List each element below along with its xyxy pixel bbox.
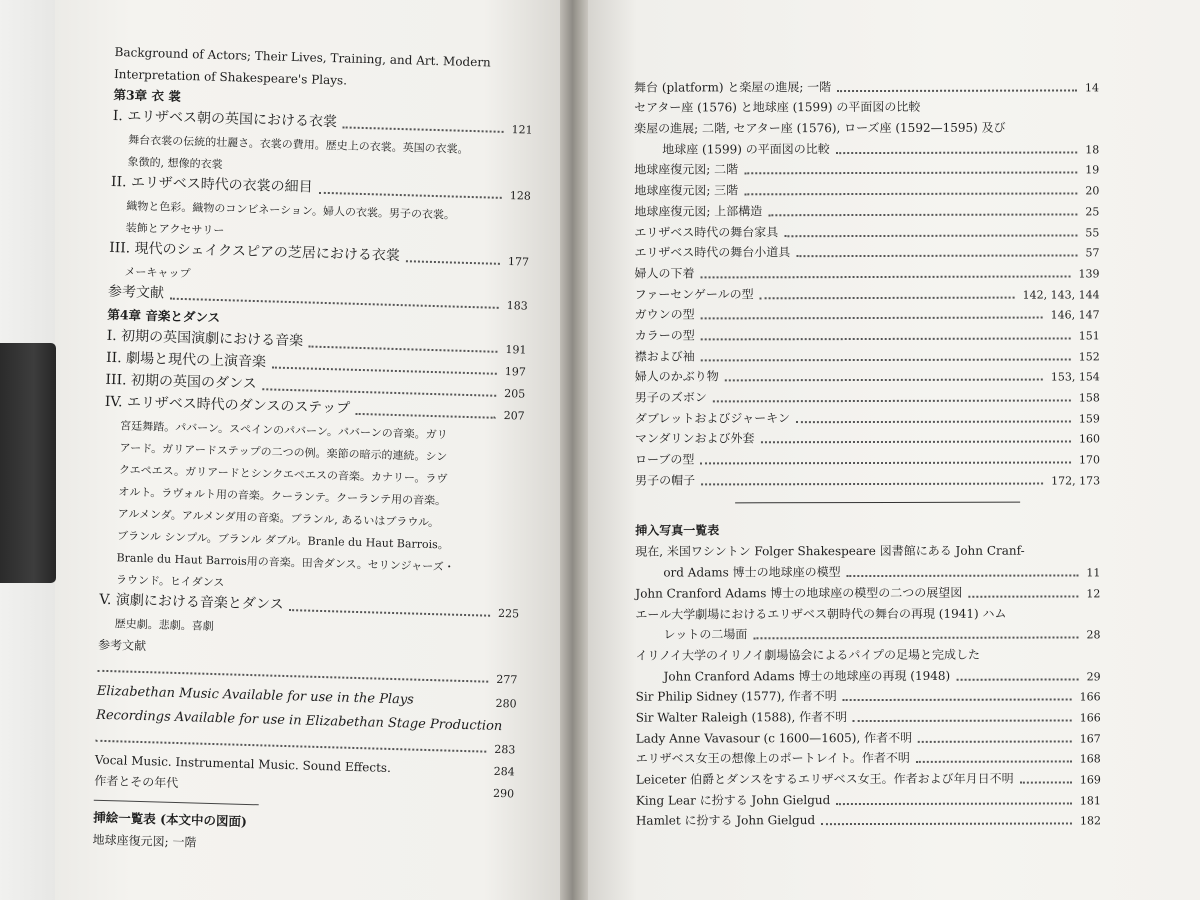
entry-title: セアター座 (1576) と地球座 (1599) の平面図の比較 [634, 100, 921, 115]
entry-page: 12 [1086, 587, 1101, 601]
entry-title: 男子の帽子 [635, 473, 696, 488]
leader-dots [725, 379, 1043, 382]
entry-title: 舞台 (platform) と楽屋の進展; 一階 [634, 79, 832, 95]
leader-dots [272, 367, 497, 375]
entry-page: 166 [1079, 690, 1101, 704]
figure-entry [634, 75, 1099, 97]
photo-entry [636, 809, 1101, 831]
entry-title: John Cranford Adams 博士の地球座の模型の二つの展望図 [635, 585, 963, 601]
leader-dots [343, 126, 504, 132]
entry-title: エール大学劇場におけるエリザベス朝時代の舞台の再現 (1941) ハム [635, 606, 1007, 622]
toc-entry-title: 第3章 衣 裳 [113, 86, 182, 104]
figure-entry [635, 282, 1100, 304]
toc-entry-page: 183 [506, 299, 528, 313]
book-gutter [560, 0, 588, 900]
entry-title: イリノイ大学のイリノイ劇場協会によるパイプの足場と完成した [635, 647, 981, 663]
entry-title: 地球座復元図; 上部構造 [634, 204, 763, 219]
photo-entry [636, 644, 1101, 666]
toc-entry-title: 参考文献 [97, 637, 147, 654]
entry-title: Sir Philip Sidney (1577), 作者不明 [635, 689, 837, 704]
photo-entry [636, 788, 1101, 810]
entry-page: 142, 143, 144 [1022, 287, 1100, 302]
figure-entry [635, 303, 1100, 325]
leader-dots [957, 678, 1079, 680]
entry-title: ガウンの型 [634, 307, 695, 322]
entry-title: ダブレットおよびジャーキン [634, 410, 790, 426]
photo-entry [636, 664, 1101, 686]
toc-entry-title: Interpretation of Shakespeare's Plays. [113, 66, 348, 88]
entry-page: 18 [1085, 143, 1100, 157]
toc-entry-title: V. 演劇における音楽とダンス [99, 591, 284, 613]
leader-dots [356, 413, 496, 419]
toc-entry-title: 象徴的, 想像的衣裳 [127, 155, 223, 172]
toc-entry-title: 舞台衣裳の伝統的壮麗さ。衣裳の費用。歴史上の衣裳。英国の衣裳。 [128, 133, 469, 156]
leader-dots [768, 213, 1077, 216]
leader-dots [406, 260, 500, 265]
entry-title: King Lear に扮する John Gielgud [635, 792, 831, 808]
figure-entry [634, 241, 1099, 263]
toc-entry-title: III. 現代のシェイクスピアの芝居における衣裳 [108, 239, 401, 265]
entry-page: 55 [1085, 225, 1100, 239]
toc-entry-page: 177 [507, 255, 530, 269]
entry-page: 172, 173 [1051, 474, 1101, 488]
entry-title: 現在, 米国ワシントン Folger Shakespeare 図書館にある John Cranf- [635, 544, 1025, 560]
entry-title: Hamlet に扮する John Gielgud [635, 813, 816, 828]
toc-entry-page: 280 [495, 696, 517, 711]
toc-entry-page: 205 [504, 387, 526, 401]
entry-page: 152 [1078, 350, 1100, 364]
entry-page: 20 [1085, 184, 1100, 198]
toc-entry-title: 宮廷舞踏。パバーン。スペインのパバーン。パバーンの音楽。ガリ [120, 419, 448, 442]
leader-dots [701, 337, 1071, 340]
entry-title: Sir Walter Raleigh (1588), 作者不明 [635, 709, 848, 725]
section-divider [735, 501, 1020, 503]
toc-entry-title: 装飾とアクセサリー [125, 221, 225, 238]
photo-entry [636, 706, 1101, 728]
leader-dots [918, 740, 1072, 742]
entry-title: エリザベス時代の舞台小道具 [634, 245, 791, 260]
toc-entry-page: 197 [504, 365, 527, 379]
toc-entry-title: Vocal Music. Instrumental Music. Sound Effects. [94, 752, 392, 775]
photo-entry [635, 623, 1100, 645]
leader-dots [916, 761, 1072, 763]
toc-entry-title: 地球座復元図; 一階 [92, 832, 197, 850]
toc-entry-title: 第4章 音楽とダンス [107, 306, 221, 326]
entry-page: 25 [1085, 205, 1100, 219]
toc-entry-title: メーキャップ [124, 265, 191, 281]
leader-dots [761, 441, 1071, 444]
entry-title: ファーセンゲールの型 [634, 286, 754, 302]
toc-entry-title: II. エリザベス時代の衣裳の細目 [110, 173, 313, 196]
leader-dots [744, 172, 1077, 175]
leader-dots [700, 462, 1071, 465]
figure-entry [635, 427, 1100, 449]
section-divider [94, 800, 259, 806]
toc-entry-title: 参考文献 [107, 283, 165, 302]
entry-title: ord Adams 博士の地球座の模型 [663, 565, 841, 580]
toc-entry-page: 128 [509, 189, 531, 203]
entry-title: 楽屋の進展; 二階, セアター座 (1576), ローズ座 (1592—1595) 及び [634, 120, 1006, 136]
toc-entry-page: 290 [492, 786, 515, 801]
toc-entry-title: Branle du Haut Barrois用の音楽。田舎ダンス。セリンジャーズ・ [116, 551, 455, 574]
photo-entry [636, 685, 1101, 707]
photo-entry [636, 747, 1101, 769]
page-clip [0, 343, 56, 583]
figure-entry [634, 96, 1099, 118]
toc-entry-title: アルメンダ。アルメンダ用の音楽。ブランル, あるいはブラウル。 [117, 507, 440, 530]
toc-entry-title: 作者とその年代 [94, 773, 179, 791]
toc-entry-title: Recordings Available for use in Elizabethan Stage Production [95, 707, 503, 735]
entry-title: カラーの型 [634, 328, 695, 343]
photo-entry [635, 561, 1100, 583]
toc-entry-page: 191 [505, 343, 527, 357]
leader-dots [308, 346, 497, 353]
leader-dots [701, 482, 1043, 485]
leader-dots [784, 234, 1077, 237]
entry-page: 146, 147 [1050, 308, 1100, 322]
toc-entry-title: I. 初期の英国演劇における音楽 [106, 327, 304, 350]
entry-title: 地球座復元図; 三階 [634, 183, 739, 198]
leader-dots [701, 275, 1071, 278]
entry-title: レットの二場面 [663, 627, 748, 642]
figure-entry [635, 468, 1100, 490]
leader-dots [289, 609, 490, 617]
entry-title: 婦人の下着 [634, 266, 695, 281]
toc-entry-title: オルト。ラヴォルト用の音楽。クーランテ。クーランテ用の音楽。 [118, 485, 447, 508]
entry-page: 166 [1079, 711, 1101, 725]
toc-entry-title: IV. エリザベス時代のダンスのステップ [104, 393, 351, 417]
entry-title: Leiceter 伯爵とダンスをするエリザベス女王。作者および年月日不明 [635, 771, 1014, 787]
leader-dots [796, 255, 1077, 258]
leader-dots [837, 89, 1077, 92]
toc-entry-title: Elizabethan Music Available for use in the Plays [96, 683, 415, 708]
figure-entry [634, 117, 1099, 139]
photo-entry [635, 602, 1100, 624]
entry-page: 29 [1086, 669, 1101, 683]
leader-dots [701, 358, 1071, 361]
right-page [588, 0, 1200, 900]
entry-title: エリザベス女王の想像上のポートレイト。作者不明 [635, 751, 910, 766]
entry-title: Lady Anne Vavasour (c 1600—1605), 作者不明 [635, 730, 913, 746]
entry-title: マンダリンおよび外套 [634, 431, 755, 446]
leader-dots [744, 193, 1077, 196]
leader-dots [319, 192, 502, 199]
figure-entry [634, 158, 1099, 180]
entry-page: 169 [1079, 773, 1101, 787]
toc-entry-title: ブランル シンプル。ブランル ダブル。Branle du Haut Barrois。 [116, 529, 449, 552]
figure-entry [634, 200, 1099, 222]
entry-page: 19 [1085, 163, 1100, 177]
entry-title: John Cranford Adams 博士の地球座の再現 (1948) [663, 668, 951, 684]
figure-entry [635, 262, 1100, 284]
toc-entry-title: クエペエス。ガリアードとシンクエペエスの音楽。カナリー。ラヴ [118, 463, 448, 486]
leader-dots [753, 637, 1078, 640]
figure-entry [635, 344, 1100, 366]
entry-page: 28 [1086, 628, 1101, 642]
leader-dots [843, 699, 1072, 702]
leader-dots [713, 399, 1071, 402]
figure-entry [634, 220, 1099, 242]
leader-dots [701, 317, 1043, 320]
toc-entry-page: 284 [493, 764, 515, 779]
entry-title: ローブの型 [634, 452, 695, 467]
toc-entry-title: 挿絵一覧表 (本文中の図面) [93, 809, 248, 829]
entry-page: 159 [1078, 412, 1100, 426]
toc-entry-title: アード。ガリアードステップの二つの例。楽節の暗示的連続。シン [119, 441, 448, 464]
entry-page: 182 [1079, 814, 1101, 828]
leader-dots [853, 719, 1072, 722]
figure-list [634, 75, 1100, 490]
entry-page: 57 [1085, 246, 1100, 260]
toc-entry-title: 織物と色彩。織物のコンビネーション。婦人の衣裳。男子の衣裳。 [126, 199, 456, 222]
figure-entry [635, 406, 1100, 428]
leader-dots [846, 575, 1078, 578]
toc-entry-page: 121 [511, 123, 533, 137]
entry-title: 婦人のかぶり物 [634, 369, 719, 384]
figure-entry [634, 137, 1099, 159]
leader-dots [1020, 781, 1072, 783]
toc-entry-title: II. 劇場と現代の上演音楽 [105, 349, 267, 371]
entry-title: 襟および袖 [634, 349, 695, 364]
entry-page: 158 [1078, 391, 1100, 405]
leader-dots [968, 595, 1078, 597]
left-page-contents [92, 40, 534, 862]
entry-title: エリザベス時代の舞台家具 [634, 224, 779, 240]
toc-entry-page: 207 [503, 409, 525, 423]
toc-entry-page: 283 [494, 742, 516, 757]
toc-entry-title: ラウンド。ヒイダンス [115, 573, 225, 590]
entry-page: 170 [1079, 453, 1101, 467]
figure-entry [635, 365, 1100, 387]
toc-entry-title: 歴史劇。悲劇。喜劇 [114, 617, 214, 633]
leader-dots [836, 151, 1077, 154]
entry-page: 160 [1078, 432, 1100, 446]
entry-page: 14 [1085, 81, 1100, 95]
toc-entry-title: I. エリザベス朝の英国における衣裳 [112, 107, 338, 131]
photo-entry [636, 768, 1101, 790]
leader-dots [836, 802, 1072, 805]
leader-dots [821, 823, 1072, 826]
toc-entry-page: 277 [496, 672, 518, 687]
toc-entry-title: Background of Actors; Their Lives, Training, and Art. Modern [114, 44, 491, 70]
toc-entry-title: III. 初期の英国のダンス [105, 371, 257, 393]
entry-page: 181 [1079, 794, 1101, 808]
photos-heading: 挿入写真一覧表 [635, 523, 720, 538]
photo-list [635, 540, 1101, 831]
entry-page: 168 [1079, 752, 1101, 766]
entry-title: 地球座復元図; 二階 [634, 162, 739, 178]
photo-entry [636, 726, 1101, 748]
figure-entry [635, 386, 1100, 408]
photo-entry [635, 582, 1100, 604]
entry-title: 地球座 (1599) の平面図の比較 [662, 141, 830, 157]
entry-title: 男子のズボン [634, 390, 707, 405]
figure-entry [635, 324, 1100, 346]
entry-page: 153, 154 [1050, 370, 1100, 384]
figure-entry [634, 179, 1099, 201]
right-page-contents [634, 75, 1101, 831]
leader-dots [760, 296, 1015, 299]
entry-page: 151 [1078, 329, 1100, 343]
toc-entry-page: 225 [497, 606, 520, 621]
entry-page: 139 [1078, 267, 1100, 281]
entry-page: 11 [1086, 566, 1101, 580]
photo-entry [635, 540, 1100, 562]
figure-entry [635, 448, 1100, 470]
left-page [55, 0, 560, 900]
leader-dots [796, 420, 1071, 423]
entry-page: 167 [1079, 732, 1101, 746]
